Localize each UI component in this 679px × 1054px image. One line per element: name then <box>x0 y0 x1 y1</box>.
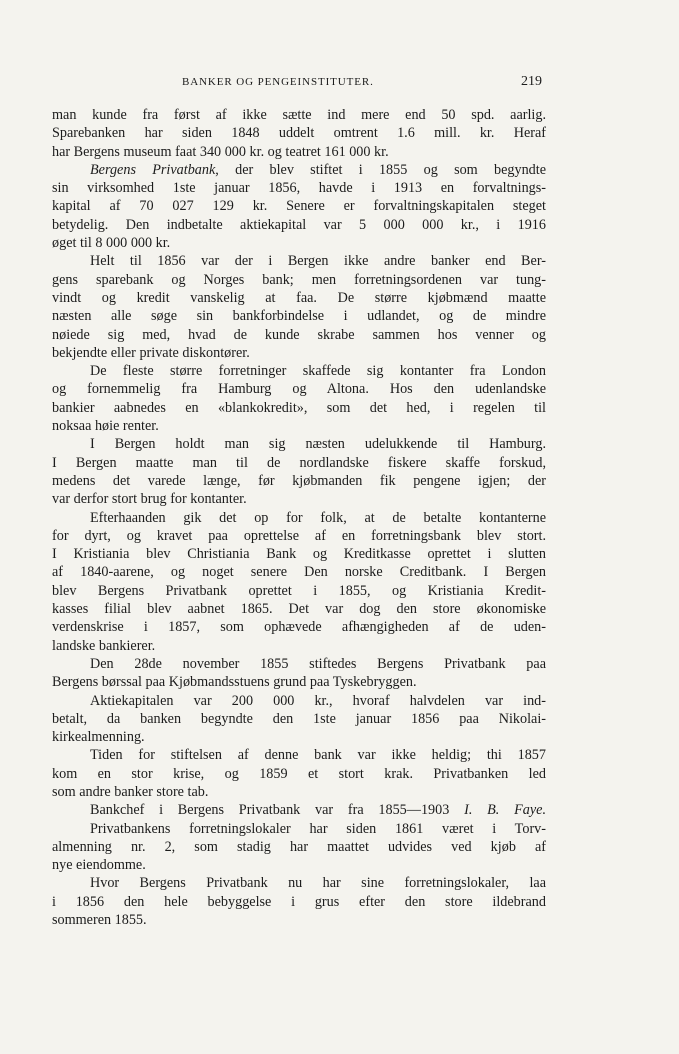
text-line: Bankchef i Bergens Privatbank var fra 1855—1903 I. B. Faye. <box>90 802 546 819</box>
text-line: I Bergen maatte man til de nordlandske fiskere skaffe forskud, <box>52 454 546 471</box>
text-line: sommeren 1855. <box>52 912 147 929</box>
text-line: Bergens Privatbank, der blev stiftet i 1855 og som begyndte <box>90 161 546 178</box>
text-line: kapital af 70 027 129 kr. Senere er forvaltningskapitalen steget <box>52 198 546 215</box>
text-line: bekjendte eller private diskontører. <box>52 344 250 361</box>
text-line: I Bergen holdt man sig næsten udelukkende til Hamburg. <box>90 436 546 453</box>
text-line: I Kristiania blev Christiania Bank og Kreditkasse oprettet i slutten <box>52 546 546 563</box>
text-line: man kunde fra først af ikke sætte ind mere end 50 spd. aarlig. <box>52 107 546 123</box>
italic-person-name: I. B. Faye. <box>464 802 546 819</box>
text-line: blev Bergens Privatbank oprettet i 1855, og Kristiania Kredit- <box>52 582 546 599</box>
text-line: nye eiendomme. <box>52 857 146 874</box>
page-number: 219 <box>521 74 542 89</box>
page-header <box>52 74 546 94</box>
italic-bank-name: Bergens Privatbank <box>90 161 216 178</box>
text-line: kirkealmenning. <box>52 729 145 746</box>
text-line: Bergens børssal paa Kjøbmandsstuens grund paa Tyskebryggen. <box>52 674 417 691</box>
running-head: BANKER OG PENGEINSTITUTER. <box>182 76 374 88</box>
body-text <box>52 106 546 929</box>
text-line: var derfor stort brug for kontanter. <box>52 491 247 508</box>
text-line: betalt, da banken begyndte den 1ste januar 1856 paa Nikolai- <box>52 710 546 727</box>
text-line: øget til 8 000 000 kr. <box>52 235 171 252</box>
text-line: betydelig. Den indbetalte aktiekapital var 5 000 000 kr., i 1916 <box>52 216 546 233</box>
text-line: almenning nr. 2, som stadig har maattet udvides ved kjøb af <box>52 838 546 855</box>
text-line: medens det varede længe, før kjøbmanden fik pengene igjen; der <box>52 472 546 489</box>
text-line: landske bankierer. <box>52 637 156 654</box>
text-line: Den 28de november 1855 stiftedes Bergens Privatbank paa <box>90 655 546 672</box>
text-line: af 1840-aarene, og noget senere Den norske Creditbank. I Bergen <box>52 564 546 581</box>
text-line: De fleste større forretninger skaffede sig kontanter fra London <box>90 363 546 380</box>
text-line: kom en stor krise, og 1859 et stort krak. Privatbanken led <box>52 765 546 782</box>
text-line: har Bergens museum faat 340 000 kr. og teatret 161 000 kr. <box>52 143 389 160</box>
text-line: gens sparebank og Norges bank; men forretningsordenen var tung- <box>52 271 546 288</box>
text-line: Privatbankens forretningslokaler har siden 1861 været i Torv- <box>90 820 546 837</box>
text-line: Efterhaanden gik det op for folk, at de betalte kontanterne <box>90 509 546 526</box>
text-line: Tiden for stiftelsen af denne bank var ikke heldig; thi 1857 <box>90 747 546 764</box>
text-line: sin virksomhed 1ste januar 1856, havde i 1913 en forvaltnings- <box>52 180 546 197</box>
text-line: bankier aabnedes en «blankokredit», som det hed, i regelen til <box>52 399 546 416</box>
text-line: i 1856 den hele bebyggelse i grus efter den store ildebrand <box>52 893 546 910</box>
text-line: Hvor Bergens Privatbank nu har sine forretningslokaler, laa <box>90 875 546 892</box>
text-line: og fornemmelig fra Hamburg og Altona. Hos den udenlandske <box>52 381 546 398</box>
text-line: noksaa høie renter. <box>52 418 159 435</box>
text-line: vindt og kredit vanskelig at faa. De større kjøbmænd maatte <box>52 289 546 306</box>
text-line: kasses filial blev aabnet 1865. Det var dog den store økonomiske <box>52 601 546 618</box>
text-line: som andre banker store tab. <box>52 783 209 800</box>
text-line: verdenskrise i 1857, som ophævede afhængigheden af de uden- <box>52 619 546 636</box>
text-line: for dyrt, og kravet paa oprettelse af en forretningsbank blev stort. <box>52 527 546 544</box>
text-line: nøiede sig med, hvad de kunde skrabe sammen hos venner og <box>52 326 546 343</box>
text-line: Aktiekapitalen var 200 000 kr., hvoraf halvdelen var ind- <box>90 692 546 709</box>
text-line: næsten alle søge sin bankforbindelse i udlandet, og de mindre <box>52 308 546 325</box>
text-line: Helt til 1856 var der i Bergen ikke andre banker end Ber- <box>90 253 546 270</box>
text-line: Sparebanken har siden 1848 uddelt omtrent 1.6 mill. kr. Heraf <box>52 125 546 142</box>
